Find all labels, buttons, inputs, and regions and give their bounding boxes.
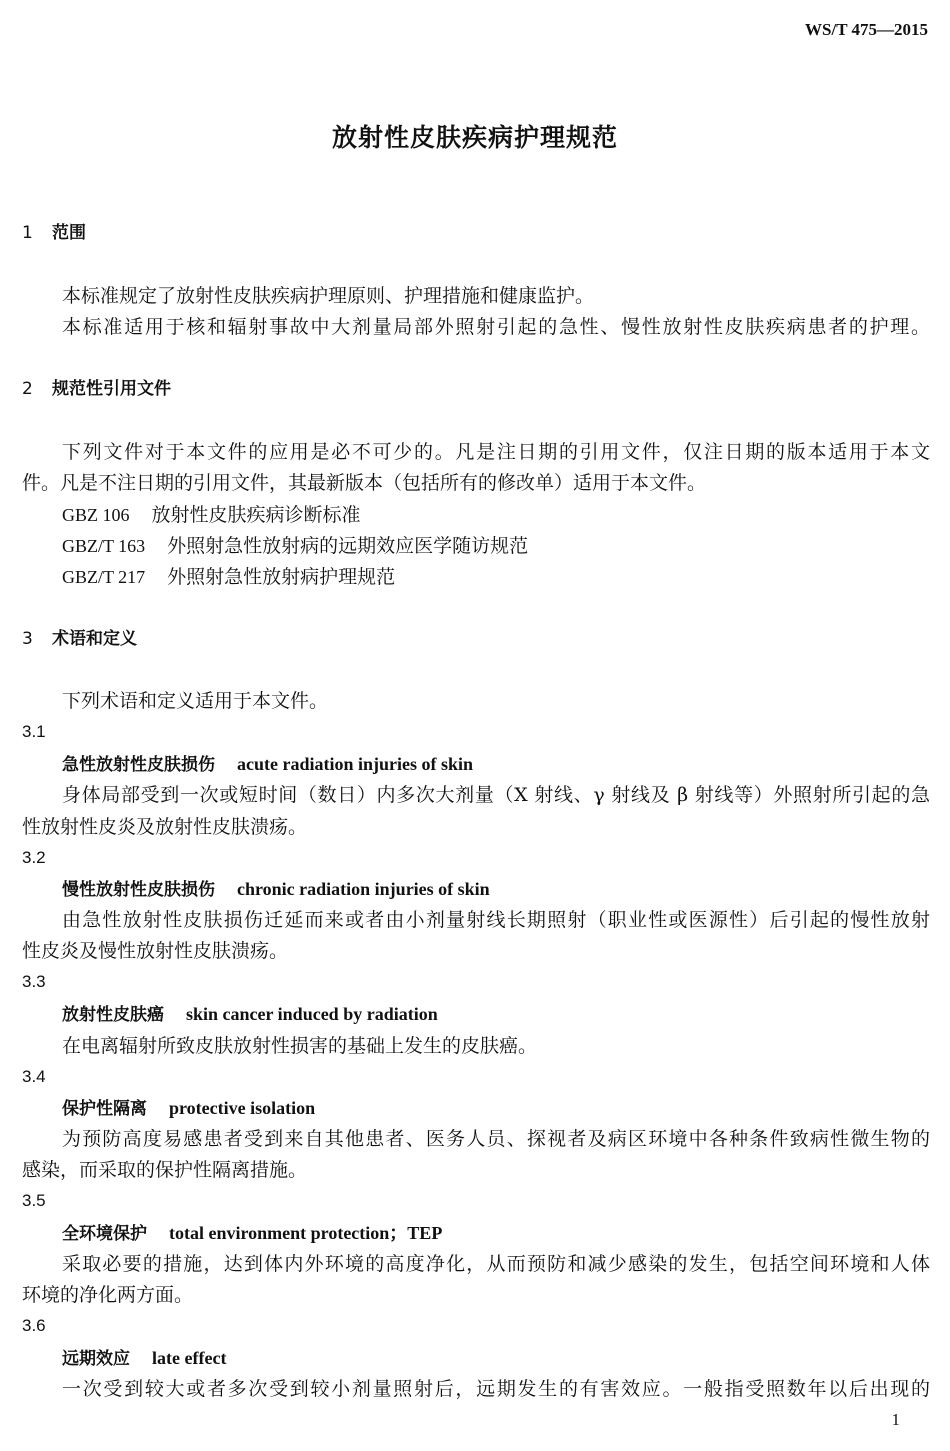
term-en: late effect xyxy=(152,1348,227,1368)
definition-line: 感染，而采取的保护性隔离措施。 xyxy=(22,1159,308,1181)
section-number: 2 xyxy=(22,379,33,399)
clause-number: 3.6 xyxy=(22,1316,46,1335)
term-en: acute radiation injuries of skin xyxy=(237,754,474,774)
reference-item xyxy=(62,530,528,562)
clause-number: 3.4 xyxy=(22,1067,46,1086)
term-zh: 保护性隔离 xyxy=(62,1099,147,1119)
paragraph-line: 下列文件对于本文件的应用是必不可少的。凡是注日期的引用文件，仅注日期的版本适用于本文 xyxy=(62,441,930,463)
standard-code: WS/T 475—2015 xyxy=(805,20,928,39)
page-number: 1 xyxy=(891,1410,900,1429)
reference-title: 外照射急性放射病护理规范 xyxy=(167,566,396,588)
section-title: 规范性引用文件 xyxy=(52,379,171,399)
reference-title: 外照射急性放射病的远期效应医学随访规范 xyxy=(167,535,529,557)
reference-item xyxy=(62,499,361,531)
definition-line: 性皮炎及慢性放射性皮肤溃疡。 xyxy=(22,940,289,962)
term-zh: 急性放射性皮肤损伤 xyxy=(62,755,215,775)
definition-line: 为预防高度易感患者受到来自其他患者、医务人员、探视者及病区环境中各种条件致病性微生物的 xyxy=(62,1128,930,1150)
term-en: chronic radiation injuries of skin xyxy=(237,879,490,899)
section-heading xyxy=(22,373,171,405)
definition-line: 性放射性皮炎及放射性皮肤溃疡。 xyxy=(22,816,308,838)
section-heading xyxy=(22,623,137,655)
term-heading xyxy=(62,998,438,1030)
reference-item xyxy=(62,561,395,593)
reference-code: GBZ/T 163 xyxy=(62,536,146,556)
term-zh: 远期效应 xyxy=(62,1349,130,1369)
definition-line: 采取必要的措施，达到体内外环境的高度净化，从而预防和减少感染的发生，包括空间环境和人体 xyxy=(62,1253,930,1275)
term-zh: 慢性放射性皮肤损伤 xyxy=(62,880,215,900)
paragraph-line: 本标准规定了放射性皮肤疾病护理原则、护理措施和健康监护。 xyxy=(62,285,595,307)
clause-number: 3.5 xyxy=(22,1191,46,1210)
term-heading xyxy=(62,1342,226,1374)
reference-code: GBZ 106 xyxy=(62,505,130,525)
section-title: 范围 xyxy=(52,223,86,243)
clause-number: 3.3 xyxy=(22,972,46,991)
term-en: skin cancer induced by radiation xyxy=(186,1004,438,1024)
section-title: 术语和定义 xyxy=(52,629,137,649)
reference-code: GBZ/T 217 xyxy=(62,567,146,587)
definition-line: 由急性放射性皮肤损伤迁延而来或者由小剂量射线长期照射（职业性或医源性）后引起的慢性放射 xyxy=(62,909,930,931)
paragraph-line: 件。凡是不注日期的引用文件，其最新版本（包括所有的修改单）适用于本文件。 xyxy=(22,472,707,494)
reference-title: 放射性皮肤疾病诊断标准 xyxy=(151,504,361,526)
term-heading xyxy=(62,1092,315,1124)
term-zh: 全环境保护 xyxy=(62,1224,147,1244)
term-zh: 放射性皮肤癌 xyxy=(62,1005,164,1025)
definition-line: 一次受到较大或者多次受到较小剂量照射后，远期发生的有害效应。一般指受照数年以后出现的 xyxy=(62,1378,930,1400)
section-heading xyxy=(22,217,86,249)
paragraph-line: 本标准适用于核和辐射事故中大剂量局部外照射引起的急性、慢性放射性皮肤疾病患者的护理。 xyxy=(62,316,930,338)
page-title: 放射性皮肤疾病护理规范 xyxy=(331,123,618,152)
term-heading xyxy=(62,748,473,780)
definition-line: 环境的净化两方面。 xyxy=(22,1284,194,1306)
section-number: 3 xyxy=(22,629,33,649)
clause-number: 3.2 xyxy=(22,848,46,867)
section-number: 1 xyxy=(22,223,33,243)
term-en: protective isolation xyxy=(169,1098,316,1118)
paragraph-line: 下列术语和定义适用于本文件。 xyxy=(62,690,329,712)
clause-number: 3.1 xyxy=(22,722,46,741)
definition-line: 在电离辐射所致皮肤放射性损害的基础上发生的皮肤癌。 xyxy=(62,1035,538,1057)
definition-line: 身体局部受到一次或短时间（数日）内多次大剂量（X 射线、γ 射线及 β 射线等）外照射所引起的急 xyxy=(62,784,930,806)
term-en: total environment protection；TEP xyxy=(169,1223,443,1243)
term-heading xyxy=(62,1217,442,1249)
term-heading xyxy=(62,873,490,905)
